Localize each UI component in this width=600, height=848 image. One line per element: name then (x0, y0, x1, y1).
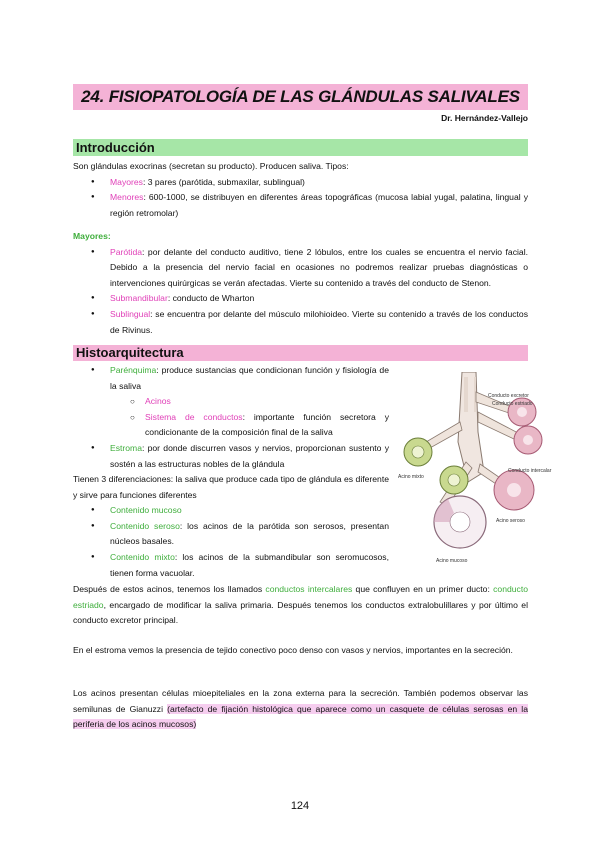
paragraph-conductos (73, 582, 528, 629)
page-title: 24. FISIOPATOLOGÍA DE LAS GLÁNDULAS SALIVALES (81, 87, 520, 106)
list-item (73, 245, 528, 292)
intro-list (73, 175, 528, 222)
diff-lead: Tienen 3 diferenciaciones: la saliva que produce cada tipo de glándula es diferente y sirve para funciones diferentes (73, 474, 389, 500)
term: Sublingual (110, 308, 151, 319)
term: Submandibular (110, 293, 168, 304)
list-item (73, 175, 528, 191)
term: Contenido seroso (110, 520, 180, 531)
item-text: : por donde discurren vasos y nervios, proporcionan sustento y sostén a las estructuras nobles de la glándula (110, 442, 389, 469)
item-text: : produce sustancias que condicionan función y fisiología de la saliva (110, 365, 389, 391)
label-seroso: Acino seroso (496, 518, 525, 524)
list-item (73, 410, 389, 441)
list-item (73, 291, 528, 307)
term: Contenido mixto (110, 551, 175, 562)
term: Contenido mucoso (110, 505, 182, 516)
item-text: : 600-1000, se distribuyen en diferentes áreas topográficas (mucosa labial yugal, palatina, lingual y región retromolar) (110, 192, 528, 218)
list-item (73, 394, 389, 410)
item-text: : por delante del conducto auditivo, tiene 2 lóbulos, entre los cuales se encuentra el nervio facial. Debido a la presencia del nervio facial en ocasiones no podremos realizar pruebas diagnósticas o intervenciones quirúrgicas se verán afectadas. Vierte su contenido a través del conducto de Stenon. (110, 246, 528, 288)
term: Estroma (110, 442, 142, 453)
item-text: : los acinos de la parótida son serosos, presentan núcleos basales. (110, 520, 389, 547)
intro-lead: Son glándulas exocrinas (secretan su producto). Producen saliva. Tipos: (73, 161, 349, 171)
label-excretor: Conducto excretor (488, 393, 529, 399)
term: Parénquima (110, 365, 157, 375)
list-item (73, 503, 389, 519)
salivary-gland-figure (396, 372, 556, 572)
item-text: : los acinos de la submandibular son seromucosos, tienen forma vacuolar. (110, 551, 389, 578)
highlight-text: (artefacto de fijación histológica que aparece como un casquete de células serosas en la periferia de los acinos mucosos) (73, 703, 528, 730)
diff-section (73, 472, 389, 581)
list-item (73, 363, 389, 394)
item-text: : 3 pares (parótida, submaxilar, sublingual) (142, 176, 305, 187)
diff-list (73, 503, 389, 581)
mayores-list (73, 245, 528, 339)
list-item (73, 307, 528, 338)
term: Mayores (110, 176, 143, 187)
histo-section (73, 363, 389, 472)
term: Parótida (110, 246, 143, 257)
term: conducto estriado (73, 584, 529, 610)
term: conductos intercalares (265, 584, 353, 594)
label-estriado: Conducto estriado (492, 401, 533, 407)
title-banner (73, 84, 528, 110)
intro-section (73, 159, 528, 221)
label-mixto: Acino mixto (398, 474, 424, 480)
heading-histoarquitectura: Histoarquitectura (73, 345, 528, 361)
page-number: 124 (290, 800, 310, 812)
text: que confluyen en un primer ducto: (352, 584, 494, 594)
histo-list (73, 363, 389, 472)
mayores-section (73, 229, 528, 338)
text: , encargado de modificar la saliva primaria. Después tenemos los conductos extralobulillares y por último el conducto excretor principal. (73, 599, 528, 626)
text: Los acinos presentan células mioepiteliales en la zona externa para la secreción. También podemos observar las semilunas de Gianuzzi (73, 688, 528, 714)
label-mucoso: Acino mucoso (436, 558, 468, 564)
paragraph-acinos (73, 686, 528, 733)
heading-mayores: Mayores: (73, 231, 111, 241)
item-text: : se encuentra por delante del músculo milohioideo. Vierte su contenido a través de los conductos de Rivinus. (110, 308, 528, 335)
author: Dr. Hernández-Vallejo (441, 113, 528, 123)
list-item (73, 519, 389, 550)
text: Después de estos acinos, tenemos los llamados (73, 584, 266, 594)
term: Acinos (145, 396, 171, 407)
item-text: : importante función secretora y condicionante de la composición final de la saliva (145, 411, 389, 438)
item-text: : conducto de Wharton (167, 293, 255, 304)
label-intercalar: Conducto intercalar (508, 468, 552, 474)
list-item (73, 190, 528, 221)
term: Sistema de conductos (145, 411, 243, 422)
list-item (73, 441, 389, 472)
heading-introduccion: Introducción (73, 139, 528, 156)
paragraph-estroma: En el estroma vemos la presencia de tejido conectivo poco denso con vasos y nervios, importantes en la secreción. (73, 645, 513, 655)
list-item (73, 550, 389, 581)
term: Menores (110, 192, 144, 203)
